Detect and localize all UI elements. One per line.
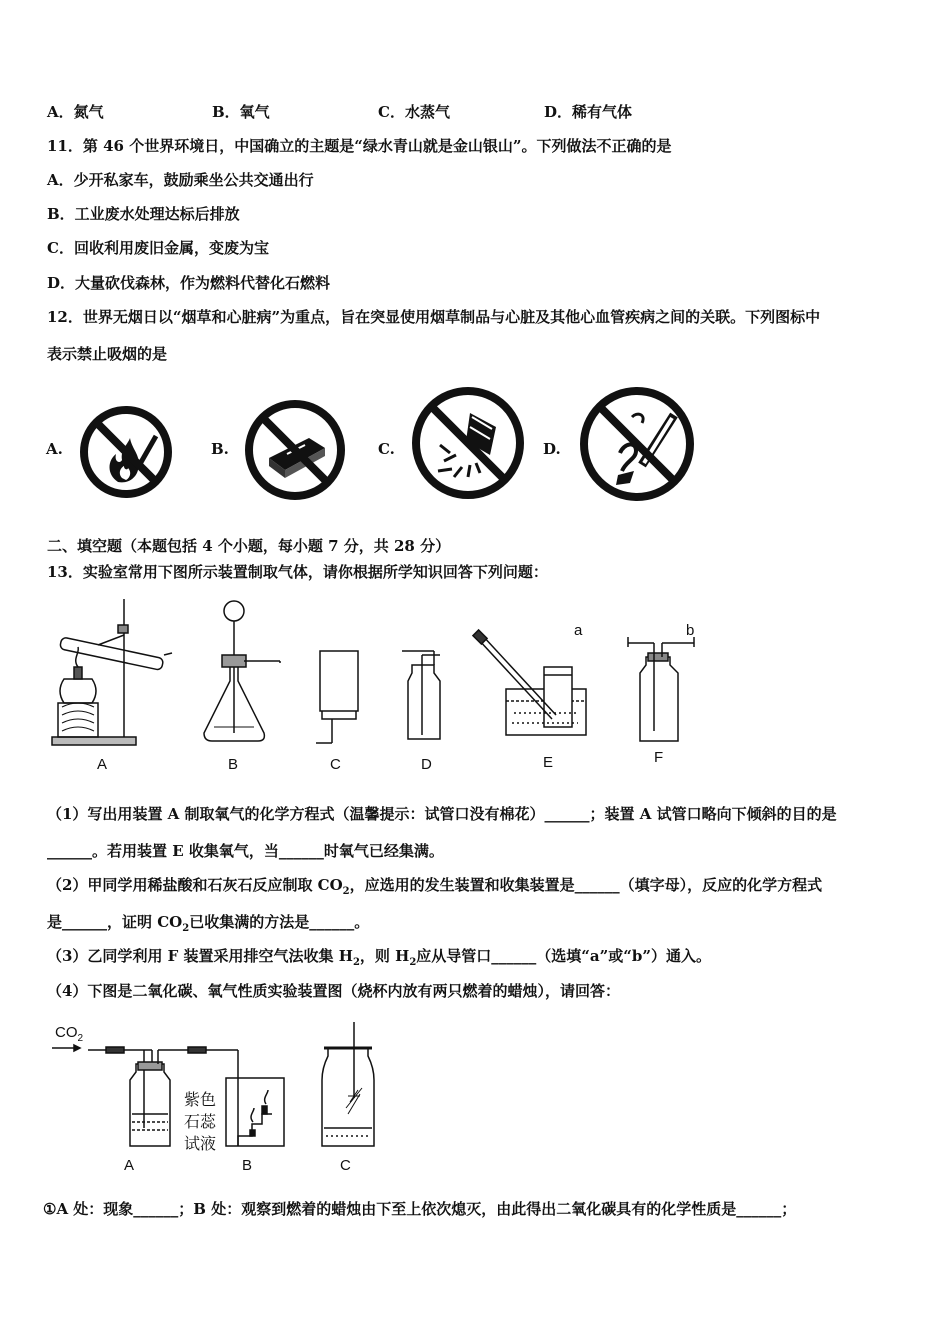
q12-stem-line1: 12．世界无烟日以“烟草和心脏病”为重点，旨在突显使用烟草制品与心脏及其他心血管疾病之间的关联。下列图标中 [47,308,821,326]
q10-option-b: B．氧气 [212,103,270,121]
apparatus-d [402,651,440,739]
q13-part2-line2: 是______，证明 $CO_2$已收集满的方法是______。 [47,913,370,934]
no-fireworks-icon [410,385,526,501]
f-port-b: b [686,622,695,639]
q13-part1-line1: （1）写出用装置 A 制取氧气的化学方程式（温馨提示：试管口没有棉花）______；装置 A 试管口略向下倾斜的目的是 [47,805,837,823]
q13-part4: （4）下图是二氧化碳、氧气性质实验装置图（烧杯内放有两只燃着的蜡烛），请回答： [47,982,620,1000]
q13-stem: 13．实验室常用下图所示装置制取气体，请你根据所学知识回答下列问题： [47,563,548,581]
apparatus-label-e: E [543,754,554,771]
q10-option-a: A．氮气 [47,103,104,121]
q11-option-d: D．大量砍伐森林，作为燃料代替化石燃料 [47,274,331,292]
q12-stem-line2: 表示禁止吸烟的是 [47,345,168,363]
q12-label-a: A. [46,440,63,458]
apparatus-c [316,651,358,743]
no-open-flame-icon [78,404,174,500]
fig2-label-a: A [124,1157,135,1174]
apparatus-b [204,601,280,741]
apparatus-label-d: D [421,756,432,773]
fig2-label-c: C [340,1157,351,1174]
q12-label-d: D. [543,440,561,458]
apparatus-label-b: B [228,756,239,773]
q11-option-b: B．工业废水处理达标后排放 [47,205,240,223]
q11-stem: 11．第 46 个世界环境日，中国确立的主题是“绿水青山就是金山银山”。下列做法不正确的是 [47,137,672,155]
q11-option-c: C．回收利用废旧金属，变废为宝 [47,239,269,257]
co2-inlet-label: $CO_2$ [55,1024,84,1044]
apparatus-e [473,630,586,735]
q13-part4-sub1: ①A 处：现象______；B 处：观察到燃着的蜡烛由下至上依次熄灭，由此得出二氧化碳具有的化学性质是______； [43,1200,797,1218]
q10-option-c: C．水蒸气 [378,103,450,121]
apparatus-a [52,599,172,745]
lab-apparatus-figure [48,595,708,780]
q10-option-d: D．稀有气体 [544,103,633,121]
q13-part2-line1: （2）甲同学用稀盐酸和石灰石反应制取 $CO_2$，应选用的发生装置和收集装置是______（填字母），反应的化学方程式 [47,876,823,897]
apparatus-f [628,637,694,741]
no-matches-icon [243,398,347,502]
apparatus-label-f: F [654,749,664,766]
co2-experiment-figure [48,1018,388,1178]
section-2-heading: 二、填空题（本题包括 4 个小题，每小题 7 分，共 28 分） [47,537,451,555]
fig2-label-b: B [242,1157,253,1174]
q13-part1-line2: ______。若用装置 E 收集氧气，当______时氧气已经集满。 [47,842,444,860]
litmus-reagent-label: 紫色 石蕊 试液 [184,1092,217,1153]
apparatus-label-a: A [97,756,108,773]
q13-part3: （3）乙同学利用 F 装置采用排空气法收集 $H_2$，则 $H_2$应从导管口______（选填“a”或“b”）通入。 [47,947,712,968]
no-smoking-icon [578,385,696,503]
apparatus-label-c: C [330,756,341,773]
f-port-a: a [574,622,583,639]
q12-label-b: B. [211,440,229,458]
q11-option-a: A．少开私家车，鼓励乘坐公共交通出行 [47,171,314,189]
q12-label-c: C. [378,440,395,458]
